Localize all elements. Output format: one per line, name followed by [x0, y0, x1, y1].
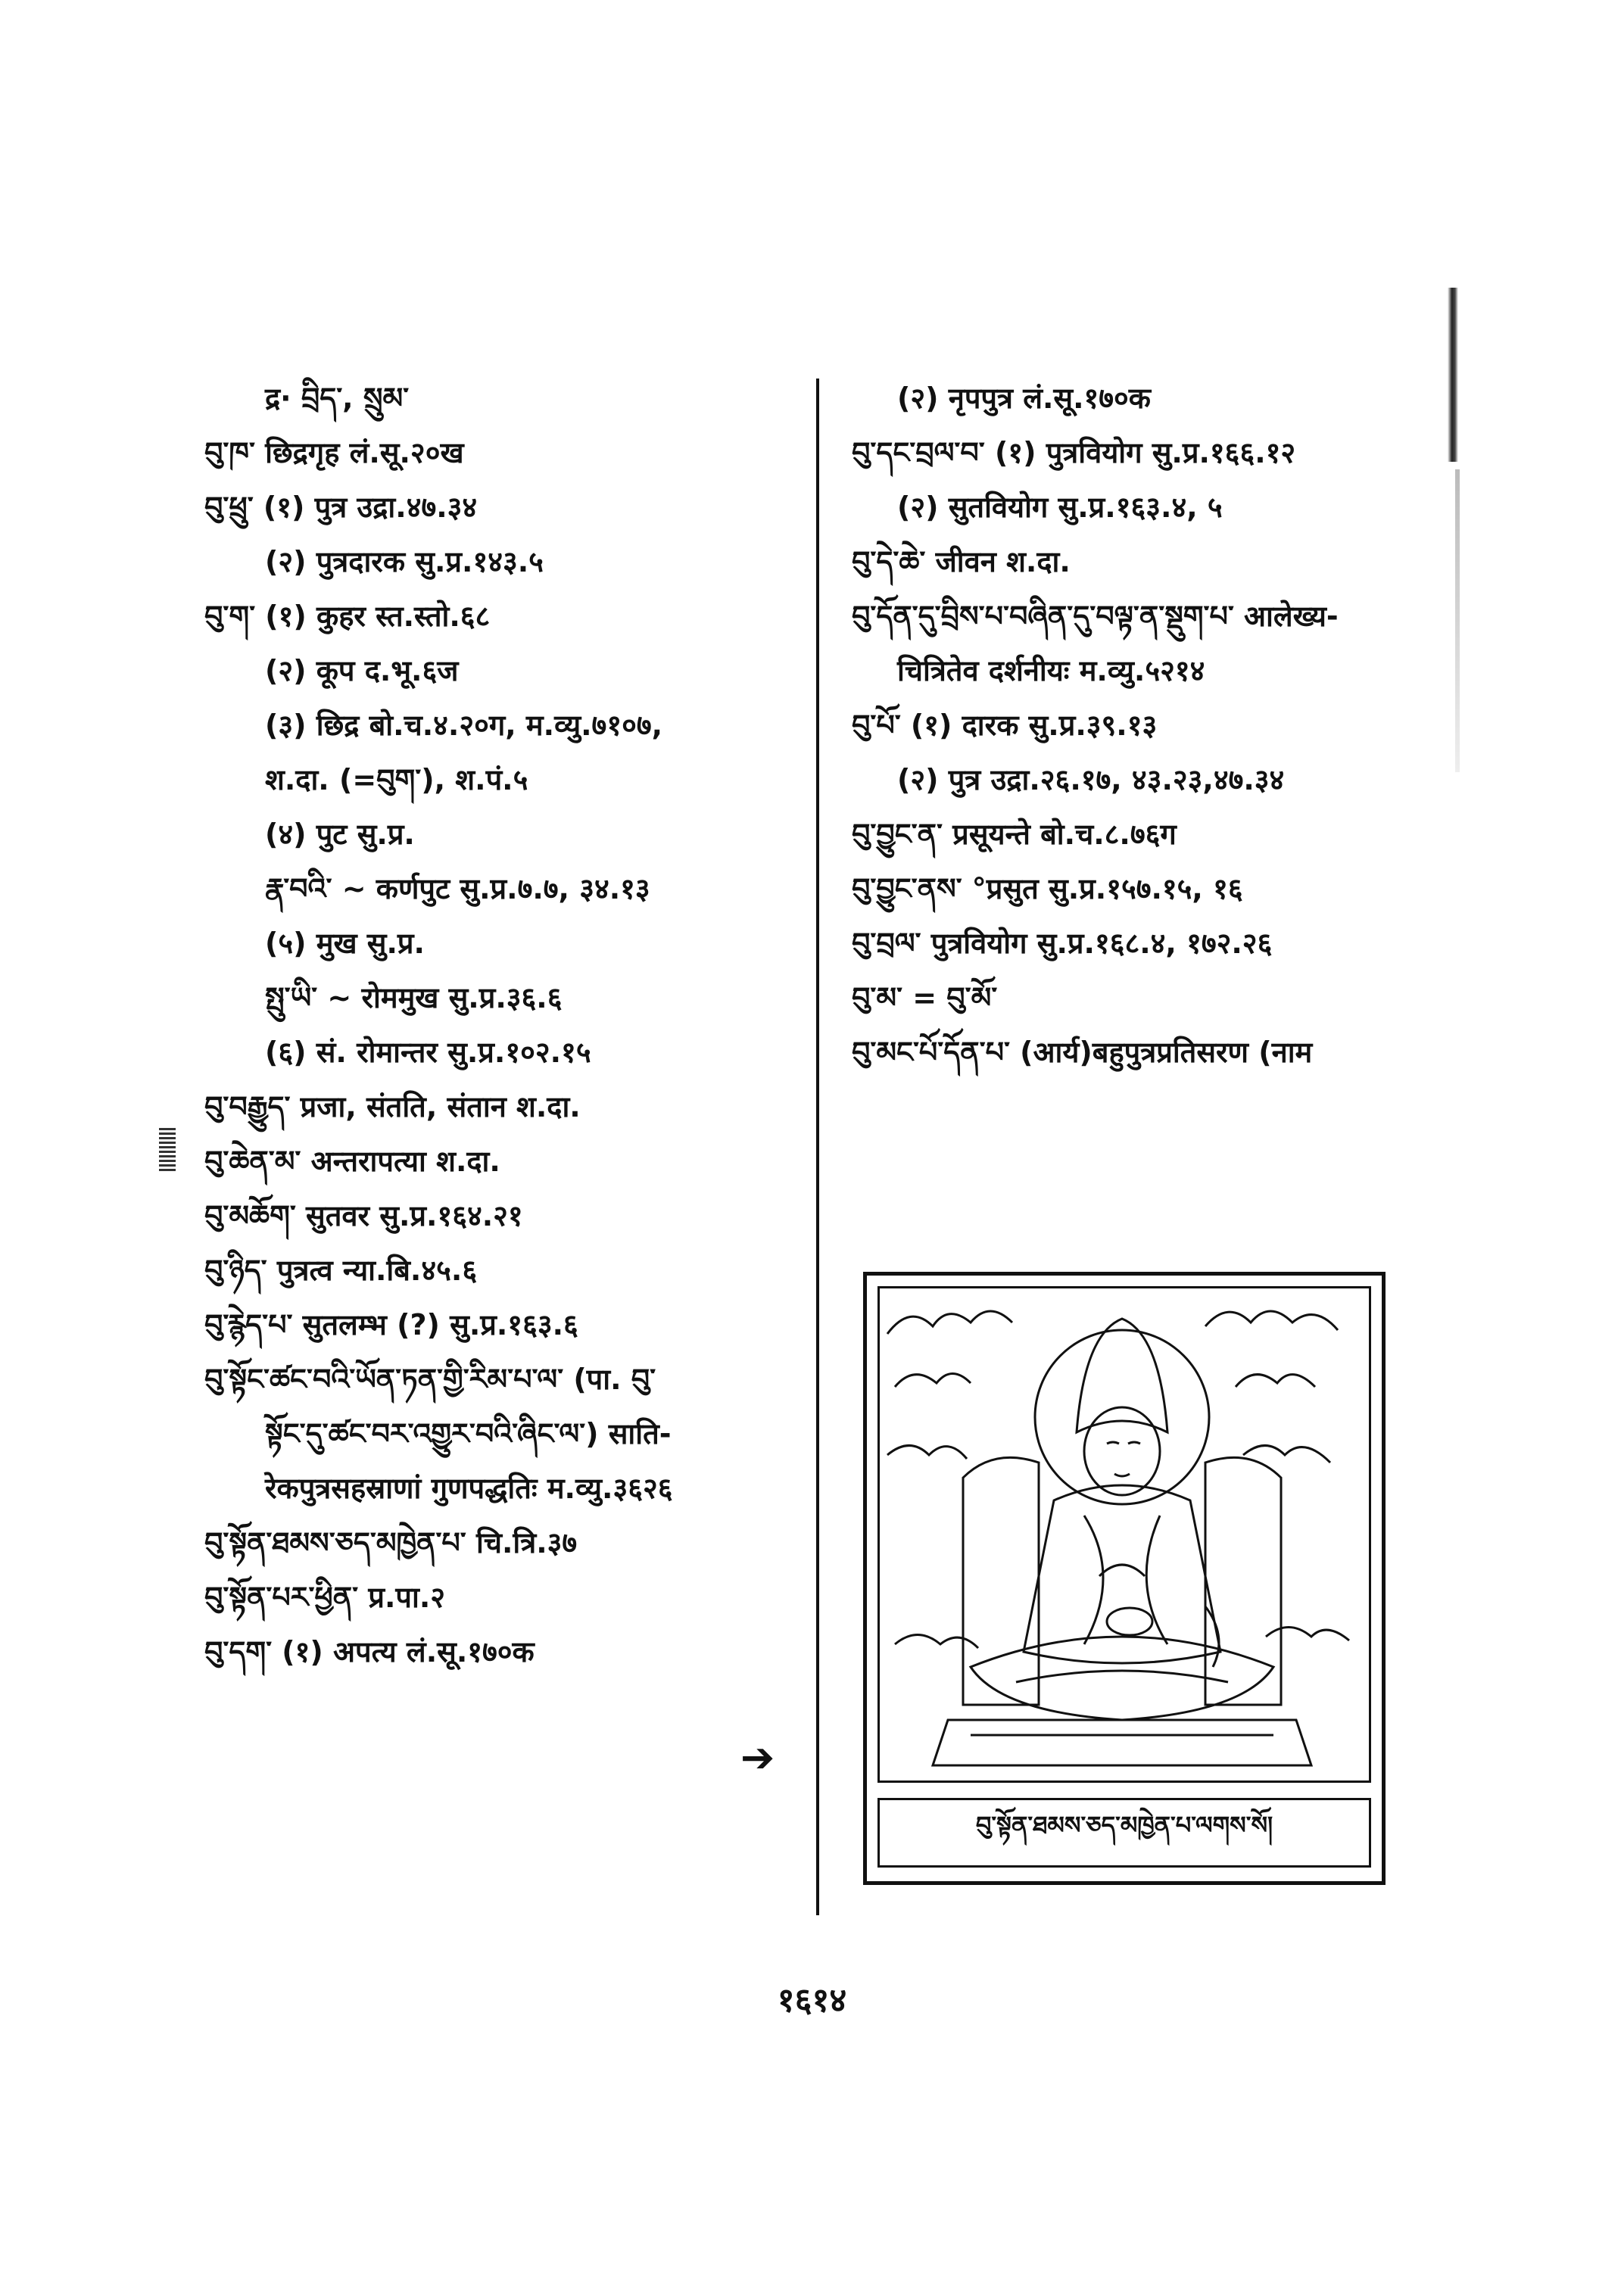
margin-tick-mark	[159, 1128, 176, 1173]
entry-line: བུ་རྙེད་པ་ सुतलम्भ (?) सु.प्र.१६३.६	[204, 1308, 578, 1341]
entry-line: བུ་སྟོན་ཐམས་ཅད་མཁྱེན་པ་ चि.त्रि.३७	[204, 1526, 578, 1559]
entry-line: བུ་དོན་དུ་བྲིས་པ་བཞིན་དུ་བལྟ་ན་སྡུག་པ་ आलेख्य-	[852, 600, 1339, 633]
seated-lama-illustration	[877, 1286, 1371, 1783]
entry-line: བུ་པོ་ (१) दारक सु.प्र.३९.१३	[852, 709, 1158, 742]
entry-line: (२) नृपपुत्र लं.सू.१७०क	[897, 382, 1151, 415]
entry-line: (४) पुट सु.प्र.	[265, 818, 415, 851]
entry-line: བུ་མཆོག་ सुतवर सु.प्र.१६४.२१	[204, 1199, 523, 1232]
entry-line: བུ་བྱུང་ན་ प्रसूयन्ते बो.च.८.७६ग	[852, 818, 1177, 851]
entry-line: བུ་དག་ (१) अपत्य लं.सू.१७०क	[204, 1635, 535, 1668]
entry-line: (५) मुख सु.प्र.	[265, 927, 425, 960]
entry-line: བུ་སྟོན་པར་ཕྱིན་ प्र.पा.२	[204, 1581, 446, 1614]
entry-line: द्र· བྲིད་, སྲུམ་	[265, 382, 410, 415]
entry-line: श.दा. (=བུག་), श.पं.५	[265, 763, 528, 796]
entry-line: བུ་བྲལ་ पुत्रवियोग सु.प्र.१६८.४, १७२.२६	[852, 927, 1273, 960]
entry-line: (२) पुत्र उद्रा.२६.१७, ४३.२३,४७.३४	[897, 763, 1285, 796]
entry-line: རྣ་བའི་ ~ कर्णपुट सु.प्र.७.७, ३४.१३	[265, 872, 650, 905]
entry-line: བུ་ཉིད་ पुत्रत्व न्या.बि.४५.६	[204, 1254, 478, 1287]
entry-line: བུ་བརྒྱུད་ प्रजा, संतति, संतान श.दा.	[204, 1090, 581, 1123]
figure-caption: བུ་སྟོན་ཐམས་ཅད་མཁྱེན་པ་ལགས་སོ།	[877, 1798, 1371, 1868]
entry-line: བུ་སྟོང་ཚང་བའི་ཡོན་ཏན་གྱི་རིམ་པ་ལ་ (पा. བུ་	[204, 1363, 656, 1396]
entry-line: བུ་ཁ་ छिद्रगृह लं.सू.२०ख	[204, 436, 464, 469]
scan-edge-shadow	[1455, 469, 1460, 772]
arrow-right-icon: ➔	[740, 1734, 775, 1781]
entry-line: रेकपुत्रसहस्राणां गुणपद्धतिः म.व्यु.३६२६	[265, 1472, 673, 1505]
column-divider	[816, 379, 819, 1915]
entry-line: (३) छिद्र बो.च.४.२०ग, म.व्यु.७१०७,	[265, 709, 663, 742]
entry-line: བུ་བྱུང་ནས་ °प्रसुत सु.प्र.१५७.१५, १६	[852, 872, 1243, 905]
entry-line: (६) सं. रोमान्तर सु.प्र.१०२.१५	[265, 1036, 591, 1069]
entry-line: चित्रितेव दर्शनीयः म.व्यु.५२१४	[897, 654, 1205, 687]
entry-line: བུ་མང་པོ་དོན་པ་ (आर्य)बहुपुत्रप्रतिसरण (नाम	[852, 1036, 1313, 1069]
entry-line: བུ་ག་ (१) कुहर स्त.स्तो.६८	[204, 600, 491, 633]
entry-line: (२) कूप द.भू.६ज	[265, 654, 459, 687]
illustration-svg	[880, 1288, 1369, 1781]
entry-line: (२) सुतवियोग सु.प्र.१६३.४, ५	[897, 491, 1223, 524]
left-column	[204, 379, 810, 1687]
portrait-figure	[863, 1272, 1386, 1885]
entry-line: སྤུ་ཡི་ ~ रोममुख सु.प्र.३६.६	[265, 981, 563, 1014]
entry-line: བུ་དེ་ཆེ་ जीवन श.दा.	[852, 545, 1071, 578]
scan-edge-mark	[1448, 288, 1458, 462]
entry-line: སྟོང་དུ་ཚང་བར་འགྱུར་བའི་ཞིང་ལ་) साति-	[265, 1417, 672, 1450]
entry-line: བུ་ཆེན་མ་ अन्तरापत्या श.दा.	[204, 1145, 500, 1178]
entry-line: བུ་ཕྲུ་ (१) पुत्र उद्रा.४७.३४	[204, 491, 478, 524]
right-column	[852, 379, 1442, 1087]
entry-line: བུ་མ་ = བུ་མོ་	[852, 981, 998, 1014]
entry-line: (२) पुत्रदारक सु.प्र.१४३.५	[265, 545, 544, 578]
page-number: १६१४	[777, 1981, 847, 2020]
entry-line: བུ་དང་བྲལ་བ་ (१) पुत्रवियोग सु.प्र.१६६.१२	[852, 436, 1296, 469]
